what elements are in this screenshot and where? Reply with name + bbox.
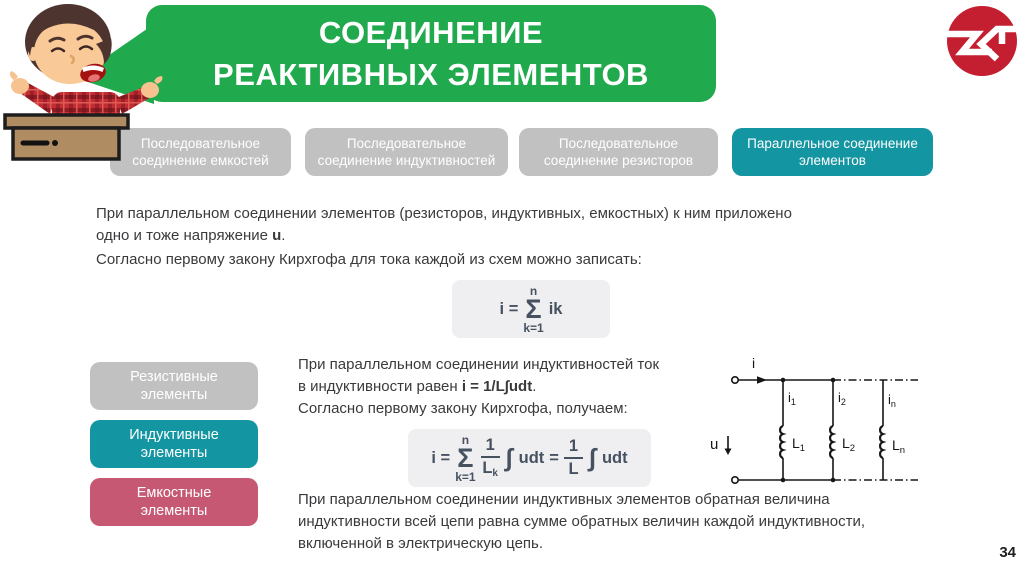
formula1-lhs: i = (499, 299, 519, 318)
integrand: udt (518, 448, 545, 467)
inductive-line-2: в индуктивности равен i = 1/L∫udt. (298, 378, 537, 395)
formula1-rhs: ik (548, 299, 563, 318)
tab-series-resistors[interactable] (519, 128, 718, 176)
tab-label: Последовательное соединение индуктивностей (317, 136, 496, 168)
branchN-current-label: $i_n$ (888, 392, 896, 409)
voltage-symbol: u (272, 227, 282, 244)
integrand: udt (601, 448, 628, 467)
formula-inductance-sum (408, 429, 651, 487)
tab-series-inductors[interactable] (305, 128, 508, 176)
summation-symbol: n Σ k=1 (523, 283, 544, 335)
branch1-current-label: $i_1$ (788, 390, 796, 407)
conclusion-line-1: При параллельном соединении индуктивных элементов обратная величина (298, 491, 830, 508)
parallel-inductors-circuit-diagram (700, 352, 945, 494)
formula-current-sum (452, 280, 610, 338)
inductor-current-formula: i = 1/L∫udt (461, 378, 533, 395)
button-resistive-elements[interactable] (90, 362, 258, 410)
button-label: Индуктивные элементы (129, 427, 219, 461)
branch2-current-label: $i_2$ (838, 390, 846, 407)
fraction-1-over-L: $\frac{1}{L}$ (564, 438, 583, 479)
integral-symbol: ∫ (505, 443, 513, 472)
inductive-line-1: При параллельном соединении индуктивностей ток (298, 356, 660, 373)
button-label: Емкостные элементы (136, 485, 212, 519)
conclusion-paragraph (298, 489, 898, 555)
button-label: Резистивные элементы (130, 369, 218, 403)
button-inductive-elements[interactable] (90, 420, 258, 468)
title-line-1: СОЕДИНЕНИЕ (318, 14, 544, 50)
intro-paragraph (96, 203, 856, 247)
tab-label: Последовательное соединение емкостей (132, 136, 269, 168)
intro-line-1: При параллельном соединении элементов (резисторов, индуктивных, емкостных) к ним приложено (96, 205, 792, 222)
equals-sign: = (549, 448, 559, 467)
total-current-label: i (752, 355, 756, 371)
title-banner (146, 5, 716, 102)
fraction-1-over-Lk: $\frac{1}{L_k}$ (482, 435, 498, 479)
tab-label: Параллельное соединение элементов (747, 136, 918, 168)
formula2-lhs: i = (431, 448, 451, 467)
teacher-character-illustration (0, 0, 170, 176)
conclusion-line-3: включенной в электрическую цепь. (298, 535, 544, 552)
page-number: 34 (999, 544, 1016, 561)
intro-line-2: одно и тоже напряжение u. (96, 227, 286, 244)
inductive-paragraph (298, 354, 703, 420)
conclusion-line-2: индуктивности всей цепи равна сумме обратных величин каждой индуктивности, (298, 513, 866, 530)
branch1-inductor-label: $L_1$ (792, 435, 806, 454)
voltage-label: u (710, 436, 719, 453)
tab-parallel-elements[interactable] (732, 128, 933, 176)
kirchhoff-paragraph: Согласно первому закону Кирхгофа для тока каждой из схем можно записать: (96, 251, 642, 268)
button-capacitive-elements[interactable] (90, 478, 258, 526)
branch2-inductor-label: $L_2$ (842, 435, 856, 454)
branchN-inductor-label: $L_n$ (892, 437, 906, 456)
integral-symbol: ∫ (589, 443, 596, 472)
summation-symbol: n Σ k=1 (455, 432, 476, 484)
company-emblem-icon (944, 3, 1020, 79)
title-line-2: РЕАКТИВНЫХ ЭЛЕМЕНТОВ (213, 56, 649, 92)
tab-label: Последовательное соединение резисторов (543, 136, 694, 168)
inductive-line-3: Согласно первому закону Кирхгофа, получаем: (298, 400, 628, 417)
